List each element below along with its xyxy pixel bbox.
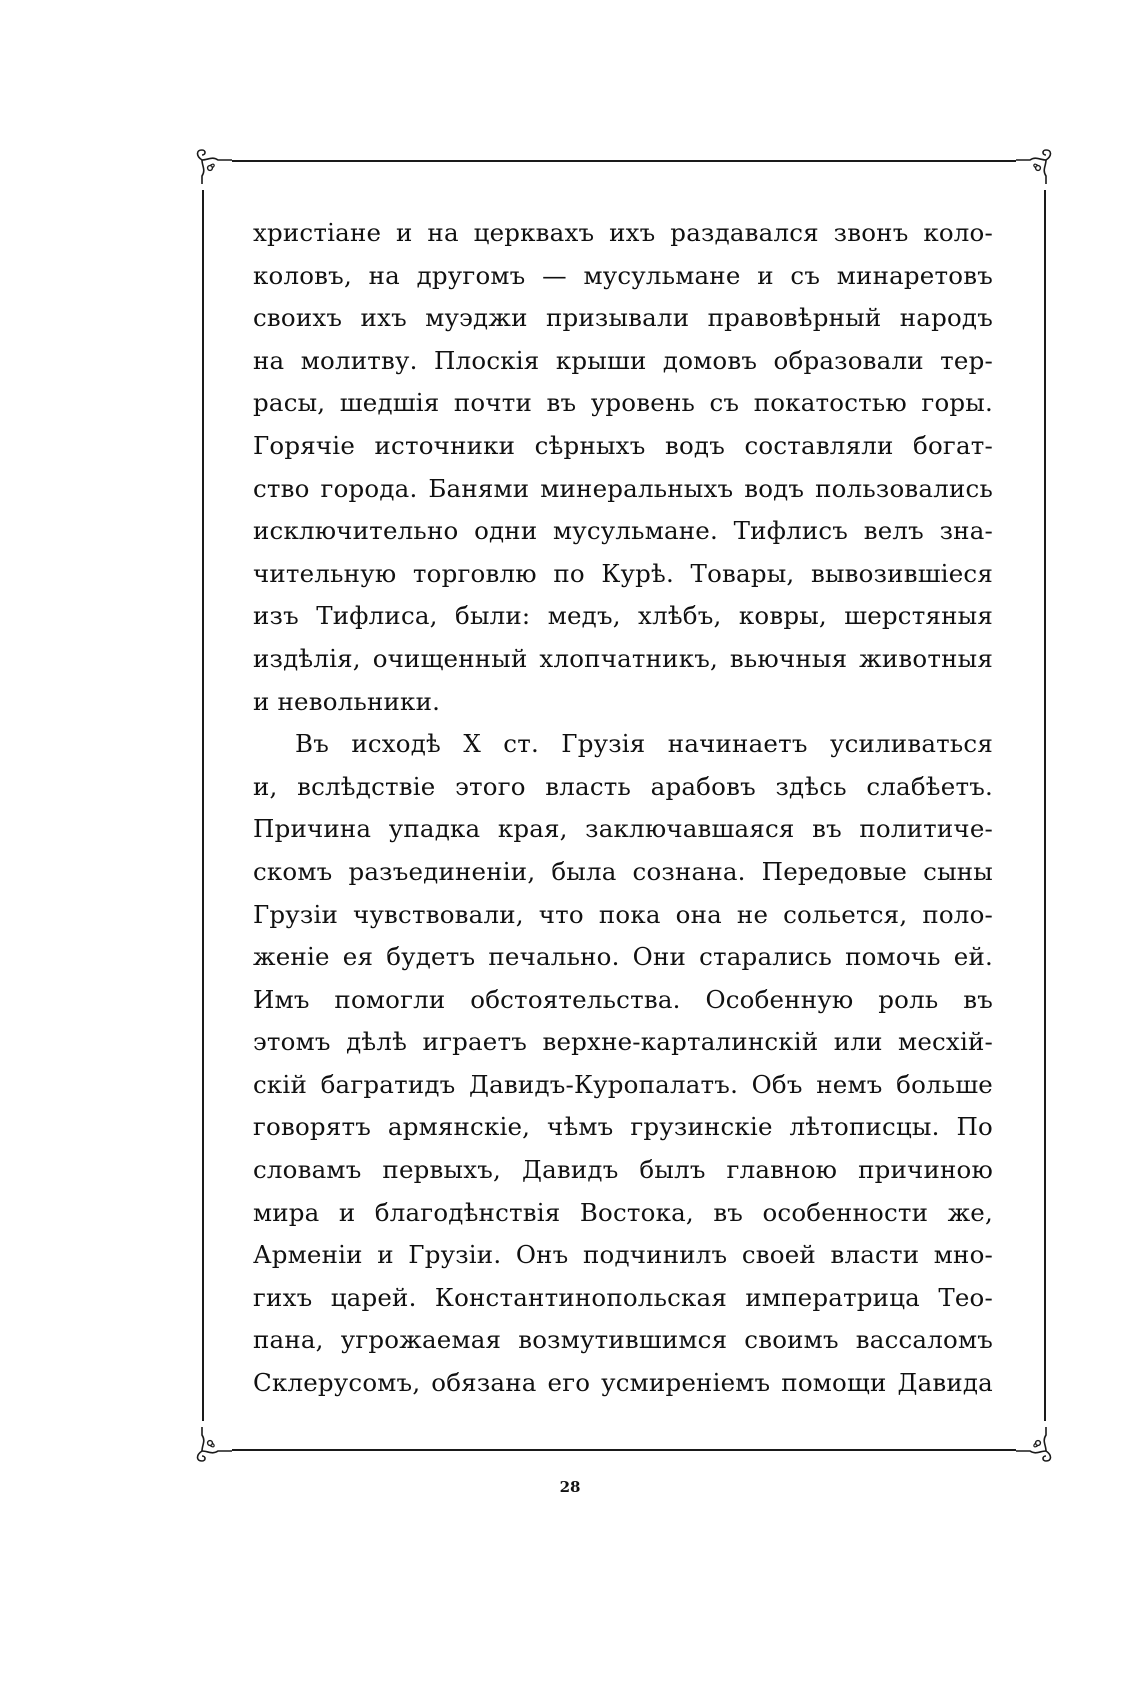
text-line: и, вслѣдствiе этого власть арабовъ здѣсь слабѣетъ. <box>253 771 993 801</box>
text-line: христiане и на церквахъ ихъ раздавался звонъ коло- <box>253 218 993 247</box>
body-text <box>253 212 993 1405</box>
text-line: Склерусомъ, обязана его усмиренiемъ помощи Давида <box>253 1368 993 1398</box>
border-rule-right <box>1044 190 1046 1421</box>
text-line: скiй багратидъ Давидъ-Куропалатъ. Объ немъ больше <box>253 1069 993 1099</box>
text-line: говорятъ армянскiе, чѣмъ грузинскiе лѣтописцы. По <box>253 1112 993 1142</box>
text-line: Арменiи и Грузiи. Онъ подчинилъ своей власти мно- <box>253 1240 993 1270</box>
text-line: исключительно одни мусульмане. Тифлисъ велъ зна- <box>253 516 993 546</box>
text-line: этомъ дѣлѣ играетъ верхне-карталинскiй или месхiй- <box>253 1027 993 1057</box>
scroll-flourish-icon <box>1016 144 1056 184</box>
text-line: изъ Тифлиса, были: медъ, хлѣбъ, ковры, шерстяныя <box>253 601 993 631</box>
text-line: расы, шедшiя почти въ уровень съ покатостью горы. <box>253 388 993 418</box>
text-line: гихъ царей. Константинопольская императрица Тео- <box>253 1282 993 1312</box>
text-line: ство города. Банями минеральныхъ водъ пользовались <box>253 473 993 503</box>
text-line: Причина упадка края, заключавшаяся въ политиче- <box>253 814 993 844</box>
text-line: скомъ разъединенiи, была сознана. Передовые сыны <box>253 856 993 886</box>
paragraph-start-line: Въ исходѣ X ст. Грузiя начинаетъ усиливаться <box>295 729 993 759</box>
scroll-flourish-icon <box>1016 1427 1056 1467</box>
text-line: Имъ помогли обстоятельства. Особенную роль въ <box>253 984 993 1014</box>
text-line: словамъ первыхъ, Давидъ былъ главною причиною <box>253 1155 993 1185</box>
text-line: на молитву. Плоскiя крыши домовъ образовали тер- <box>253 345 993 375</box>
scroll-flourish-icon <box>192 1427 232 1467</box>
scroll-flourish-icon <box>192 144 232 184</box>
text-line: своихъ ихъ муэджи призывали правовѣрный народъ <box>253 303 993 333</box>
border-rule-bottom <box>232 1449 1016 1451</box>
text-line: пана, угрожаемая возмутившимся своимъ вассаломъ <box>253 1325 993 1355</box>
text-line: женiе ея будетъ печально. Они старались помочь ей. <box>253 942 993 972</box>
border-rule-left <box>202 190 204 1421</box>
text-line: Грузiи чувствовали, что пока она не сольется, поло- <box>253 899 993 929</box>
page-number: 28 <box>559 1478 581 1496</box>
text-line: и невольники. <box>253 686 441 716</box>
text-line: мира и благодѣнствiя Востока, въ особенности же, <box>253 1197 993 1227</box>
text-line: Горячiе источники сѣрныхъ водъ составляли богат- <box>253 430 993 460</box>
text-line: коловъ, на другомъ — мусульмане и съ минаретовъ <box>253 260 993 290</box>
text-line: чительную торговлю по Курѣ. Товары, вывозившiеся <box>253 558 993 588</box>
border-rule-top <box>232 160 1016 162</box>
text-line: издѣлiя, очищенный хлопчатникъ, вьючныя животныя <box>253 643 993 673</box>
